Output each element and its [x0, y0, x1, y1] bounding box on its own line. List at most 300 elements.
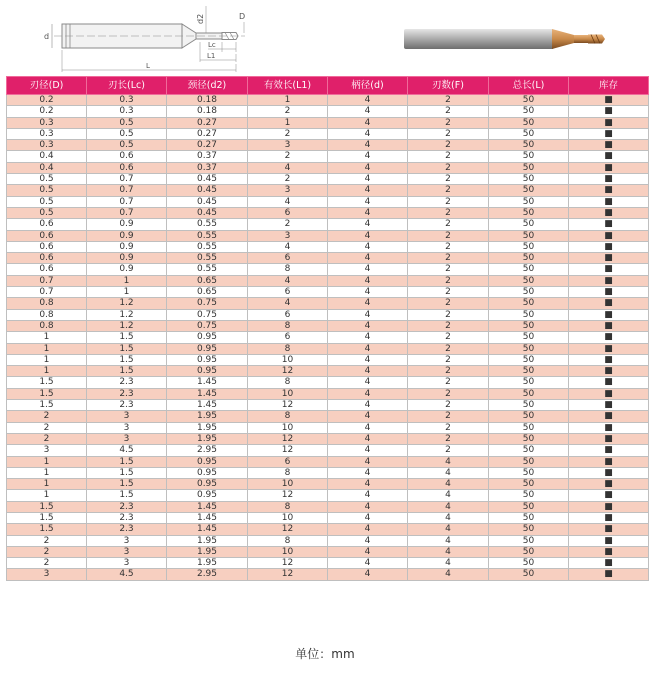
- table-cell: 2: [408, 95, 489, 106]
- table-cell: 2: [408, 140, 489, 151]
- table-cell: 4: [408, 535, 489, 546]
- table-cell: 10: [248, 512, 328, 523]
- table-cell: 4: [328, 309, 408, 320]
- table-cell: 4: [328, 174, 408, 185]
- label-D: D: [239, 12, 246, 21]
- table-cell: 0.95: [167, 366, 248, 377]
- table-row: [7, 320, 649, 331]
- table-cell: 0.55: [167, 230, 248, 241]
- table-row: [7, 264, 649, 275]
- table-cell: 0.7: [87, 174, 167, 185]
- table-row: [7, 162, 649, 173]
- stock-indicator: ■: [569, 309, 649, 320]
- table-cell: 4: [248, 196, 328, 207]
- table-cell: 0.95: [167, 467, 248, 478]
- table-row: [7, 400, 649, 411]
- header-col-neck-diameter: 颈径(d2): [167, 77, 248, 95]
- table-cell: 0.5: [7, 174, 87, 185]
- table-cell: 4: [248, 241, 328, 252]
- table-cell: 4: [328, 456, 408, 467]
- table-row: [7, 366, 649, 377]
- table-cell: 2: [408, 196, 489, 207]
- table-cell: 8: [248, 501, 328, 512]
- table-cell: 50: [489, 456, 569, 467]
- table-cell: 4: [328, 400, 408, 411]
- table-cell: 50: [489, 400, 569, 411]
- stock-indicator: ■: [569, 95, 649, 106]
- table-cell: 3: [248, 185, 328, 196]
- table-cell: 4: [328, 490, 408, 501]
- table-row: [7, 151, 649, 162]
- table-cell: 4.5: [87, 569, 167, 580]
- table-cell: 0.75: [167, 320, 248, 331]
- table-cell: 4: [328, 501, 408, 512]
- table-cell: 0.45: [167, 174, 248, 185]
- table-cell: 8: [248, 264, 328, 275]
- stock-indicator: ■: [569, 219, 649, 230]
- table-cell: 6: [248, 309, 328, 320]
- table-cell: 50: [489, 320, 569, 331]
- table-cell: 50: [489, 174, 569, 185]
- table-cell: 3: [248, 140, 328, 151]
- photo-shank: [404, 29, 554, 49]
- table-cell: 0.6: [7, 241, 87, 252]
- table-cell: 0.7: [87, 207, 167, 218]
- table-row: [7, 309, 649, 320]
- stock-indicator: ■: [569, 106, 649, 117]
- table-cell: 3: [87, 433, 167, 444]
- table-cell: 50: [489, 366, 569, 377]
- table-cell: 0.8: [7, 309, 87, 320]
- stock-indicator: ■: [569, 253, 649, 264]
- table-cell: 8: [248, 535, 328, 546]
- table-cell: 4: [328, 354, 408, 365]
- table-cell: 0.2: [7, 106, 87, 117]
- label-d2: d2: [196, 13, 205, 24]
- table-cell: 50: [489, 546, 569, 557]
- table-cell: 2: [408, 320, 489, 331]
- table-cell: 0.6: [7, 230, 87, 241]
- table-cell: 1.95: [167, 411, 248, 422]
- table-cell: 50: [489, 140, 569, 151]
- table-cell: 10: [248, 388, 328, 399]
- table-cell: 0.7: [7, 275, 87, 286]
- table-cell: 50: [489, 343, 569, 354]
- table-cell: 2: [248, 174, 328, 185]
- table-cell: 2.3: [87, 512, 167, 523]
- table-cell: 0.75: [167, 309, 248, 320]
- table-cell: 4: [408, 490, 489, 501]
- table-cell: 2: [408, 207, 489, 218]
- table-cell: 0.9: [87, 264, 167, 275]
- stock-indicator: ■: [569, 162, 649, 173]
- stock-indicator: ■: [569, 174, 649, 185]
- stock-indicator: ■: [569, 569, 649, 580]
- table-cell: 4: [328, 185, 408, 196]
- table-cell: 1: [87, 287, 167, 298]
- table-row: [7, 298, 649, 309]
- table-cell: 0.4: [7, 151, 87, 162]
- table-row: [7, 524, 649, 535]
- table-cell: 4: [328, 422, 408, 433]
- table-cell: 2: [7, 558, 87, 569]
- table-cell: 0.5: [87, 128, 167, 139]
- table-cell: 0.8: [7, 298, 87, 309]
- table-cell: 2: [408, 445, 489, 456]
- table-cell: 50: [489, 207, 569, 218]
- table-cell: 2: [408, 366, 489, 377]
- table-row: [7, 467, 649, 478]
- table-cell: 12: [248, 558, 328, 569]
- table-cell: 2: [7, 546, 87, 557]
- table-cell: 2: [408, 433, 489, 444]
- table-cell: 50: [489, 264, 569, 275]
- end-mill-diagram: [40, 2, 260, 74]
- table-cell: 1: [87, 275, 167, 286]
- table-cell: 50: [489, 241, 569, 252]
- stock-indicator: ■: [569, 140, 649, 151]
- table-cell: 4: [328, 366, 408, 377]
- table-cell: 4: [408, 512, 489, 523]
- table-cell: 2: [408, 275, 489, 286]
- table-cell: 0.6: [7, 264, 87, 275]
- table-row: [7, 354, 649, 365]
- table-cell: 4: [328, 128, 408, 139]
- table-cell: 2: [408, 388, 489, 399]
- table-row: [7, 456, 649, 467]
- table-row: [7, 501, 649, 512]
- table-cell: 1.2: [87, 320, 167, 331]
- table-cell: 2: [408, 128, 489, 139]
- table-cell: 0.95: [167, 490, 248, 501]
- table-cell: 50: [489, 388, 569, 399]
- table-cell: 2.95: [167, 569, 248, 580]
- table-row: [7, 253, 649, 264]
- table-cell: 4: [328, 264, 408, 275]
- table-cell: 4: [328, 230, 408, 241]
- stock-indicator: ■: [569, 524, 649, 535]
- table-cell: 0.9: [87, 253, 167, 264]
- table-cell: 50: [489, 230, 569, 241]
- table-row: [7, 546, 649, 557]
- table-cell: 0.95: [167, 354, 248, 365]
- table-cell: 6: [248, 332, 328, 343]
- stock-indicator: ■: [569, 241, 649, 252]
- table-cell: 50: [489, 298, 569, 309]
- table-cell: 2: [248, 219, 328, 230]
- table-row: [7, 140, 649, 151]
- table-cell: 4: [328, 445, 408, 456]
- table-cell: 50: [489, 433, 569, 444]
- table-row: [7, 422, 649, 433]
- unit-note: 单位：mm: [295, 647, 355, 661]
- table-cell: 3: [248, 230, 328, 241]
- table-cell: 0.5: [7, 196, 87, 207]
- table-cell: 2: [7, 433, 87, 444]
- table-cell: 12: [248, 490, 328, 501]
- table-cell: 4: [408, 479, 489, 490]
- table-cell: 0.45: [167, 185, 248, 196]
- table-cell: 8: [248, 343, 328, 354]
- table-cell: 2: [408, 162, 489, 173]
- table-cell: 2.3: [87, 501, 167, 512]
- stock-indicator: ■: [569, 207, 649, 218]
- table-cell: 50: [489, 151, 569, 162]
- table-cell: 0.5: [7, 207, 87, 218]
- table-cell: 0.55: [167, 253, 248, 264]
- table-cell: 3: [87, 422, 167, 433]
- table-cell: 0.95: [167, 456, 248, 467]
- table-cell: 2: [408, 332, 489, 343]
- table-row: [7, 95, 649, 106]
- table-cell: 1.5: [87, 467, 167, 478]
- table-cell: 50: [489, 106, 569, 117]
- table-cell: 1: [7, 456, 87, 467]
- table-cell: 0.5: [87, 140, 167, 151]
- table-cell: 4: [248, 298, 328, 309]
- table-cell: 4: [328, 275, 408, 286]
- stock-indicator: ■: [569, 479, 649, 490]
- table-cell: 4: [408, 501, 489, 512]
- table-cell: 8: [248, 377, 328, 388]
- table-cell: 50: [489, 479, 569, 490]
- stock-indicator: ■: [569, 456, 649, 467]
- table-cell: 50: [489, 445, 569, 456]
- table-cell: 2.3: [87, 388, 167, 399]
- table-cell: 2: [408, 241, 489, 252]
- table-cell: 0.45: [167, 196, 248, 207]
- stock-indicator: ■: [569, 388, 649, 399]
- table-cell: 8: [248, 467, 328, 478]
- stock-indicator: ■: [569, 445, 649, 456]
- header-col-flute-length: 刃长(Lc): [87, 77, 167, 95]
- table-cell: 50: [489, 287, 569, 298]
- table-cell: 0.45: [167, 207, 248, 218]
- stock-indicator: ■: [569, 490, 649, 501]
- label-L: L: [146, 62, 150, 70]
- table-row: [7, 479, 649, 490]
- table-row: [7, 490, 649, 501]
- table-cell: 50: [489, 512, 569, 523]
- table-cell: 1.45: [167, 377, 248, 388]
- table-cell: 1: [248, 117, 328, 128]
- stock-indicator: ■: [569, 546, 649, 557]
- spec-table: [6, 76, 649, 581]
- stock-indicator: ■: [569, 422, 649, 433]
- table-cell: 0.9: [87, 241, 167, 252]
- table-cell: 4: [328, 241, 408, 252]
- table-cell: 1.95: [167, 535, 248, 546]
- table-cell: 0.37: [167, 162, 248, 173]
- table-header-row: [7, 77, 649, 95]
- stock-indicator: ■: [569, 287, 649, 298]
- table-cell: 1.5: [87, 479, 167, 490]
- end-mill-photo: [402, 24, 608, 54]
- table-cell: 2: [408, 174, 489, 185]
- table-cell: 1.45: [167, 388, 248, 399]
- table-cell: 4: [328, 162, 408, 173]
- table-cell: 0.27: [167, 140, 248, 151]
- table-cell: 2: [408, 287, 489, 298]
- table-cell: 4: [328, 219, 408, 230]
- table-row: [7, 174, 649, 185]
- table-cell: 4: [328, 512, 408, 523]
- table-cell: 4: [328, 207, 408, 218]
- stock-indicator: ■: [569, 151, 649, 162]
- table-cell: 2: [408, 253, 489, 264]
- header-col-flutes: 刃数(F): [408, 77, 489, 95]
- table-cell: 3: [7, 569, 87, 580]
- stock-indicator: ■: [569, 535, 649, 546]
- table-cell: 0.3: [7, 128, 87, 139]
- table-row: [7, 535, 649, 546]
- table-row: [7, 445, 649, 456]
- table-cell: 3: [87, 535, 167, 546]
- table-cell: 2: [408, 219, 489, 230]
- table-row: [7, 287, 649, 298]
- table-row: [7, 512, 649, 523]
- header-col-overall-length: 总长(L): [489, 77, 569, 95]
- table-cell: 0.55: [167, 264, 248, 275]
- table-cell: 2.3: [87, 524, 167, 535]
- table-cell: 50: [489, 411, 569, 422]
- table-cell: 2: [408, 400, 489, 411]
- table-cell: 4: [328, 558, 408, 569]
- table-cell: 4: [328, 535, 408, 546]
- table-cell: 4: [328, 140, 408, 151]
- table-cell: 4: [328, 196, 408, 207]
- table-cell: 50: [489, 185, 569, 196]
- table-cell: 1.95: [167, 546, 248, 557]
- table-cell: 1.5: [87, 354, 167, 365]
- table-cell: 2.95: [167, 445, 248, 456]
- table-cell: 2.3: [87, 377, 167, 388]
- table-cell: 1.95: [167, 422, 248, 433]
- table-cell: 1.5: [87, 343, 167, 354]
- table-cell: 6: [248, 207, 328, 218]
- table-cell: 50: [489, 524, 569, 535]
- table-cell: 0.65: [167, 287, 248, 298]
- table-cell: 50: [489, 467, 569, 478]
- table-cell: 50: [489, 95, 569, 106]
- table-cell: 4.5: [87, 445, 167, 456]
- table-cell: 0.95: [167, 343, 248, 354]
- table-cell: 0.7: [87, 185, 167, 196]
- table-cell: 4: [328, 411, 408, 422]
- label-d: d: [44, 32, 50, 41]
- table-cell: 1.5: [7, 377, 87, 388]
- table-row: [7, 433, 649, 444]
- table-cell: 12: [248, 366, 328, 377]
- table-cell: 2: [7, 422, 87, 433]
- table-row: [7, 388, 649, 399]
- table-cell: 1.45: [167, 400, 248, 411]
- stock-indicator: ■: [569, 196, 649, 207]
- table-cell: 3: [7, 445, 87, 456]
- table-cell: 3: [87, 558, 167, 569]
- table-cell: 4: [328, 569, 408, 580]
- table-cell: 50: [489, 422, 569, 433]
- table-cell: 50: [489, 501, 569, 512]
- table-cell: 2: [248, 128, 328, 139]
- table-cell: 2: [408, 354, 489, 365]
- table-row: [7, 275, 649, 286]
- table-cell: 1.45: [167, 512, 248, 523]
- stock-indicator: ■: [569, 558, 649, 569]
- table-cell: 0.8: [7, 320, 87, 331]
- table-row: [7, 185, 649, 196]
- stock-indicator: ■: [569, 501, 649, 512]
- photo-taper: [552, 29, 574, 49]
- table-row: [7, 241, 649, 252]
- table-cell: 2: [408, 264, 489, 275]
- table-cell: 50: [489, 558, 569, 569]
- table-cell: 0.6: [87, 151, 167, 162]
- table-cell: 0.5: [87, 117, 167, 128]
- table-cell: 4: [328, 479, 408, 490]
- label-L1: L1: [207, 52, 216, 60]
- label-Lc: Lc: [208, 41, 216, 49]
- table-cell: 4: [408, 569, 489, 580]
- stock-indicator: ■: [569, 275, 649, 286]
- table-cell: 50: [489, 377, 569, 388]
- table-cell: 50: [489, 275, 569, 286]
- table-row: [7, 569, 649, 580]
- table-cell: 2: [408, 106, 489, 117]
- table-cell: 1.5: [7, 512, 87, 523]
- table-cell: 4: [408, 456, 489, 467]
- stock-indicator: ■: [569, 512, 649, 523]
- table-cell: 12: [248, 524, 328, 535]
- table-cell: 0.9: [87, 230, 167, 241]
- stock-indicator: ■: [569, 332, 649, 343]
- table-cell: 4: [408, 467, 489, 478]
- table-cell: 4: [408, 546, 489, 557]
- table-cell: 0.7: [87, 196, 167, 207]
- table-cell: 4: [328, 388, 408, 399]
- table-cell: 12: [248, 400, 328, 411]
- table-cell: 4: [408, 558, 489, 569]
- table-cell: 1.5: [87, 456, 167, 467]
- table-cell: 0.3: [87, 106, 167, 117]
- table-cell: 0.3: [7, 140, 87, 151]
- table-cell: 50: [489, 117, 569, 128]
- header-col-diameter: 刃径(D): [7, 77, 87, 95]
- table-cell: 4: [248, 275, 328, 286]
- table-cell: 4: [328, 320, 408, 331]
- table-cell: 2: [408, 185, 489, 196]
- stock-indicator: ■: [569, 467, 649, 478]
- table-cell: 4: [328, 467, 408, 478]
- table-cell: 0.27: [167, 128, 248, 139]
- table-cell: 1: [7, 343, 87, 354]
- stock-indicator: ■: [569, 320, 649, 331]
- table-cell: 1.5: [7, 501, 87, 512]
- stock-indicator: ■: [569, 185, 649, 196]
- table-row: [7, 230, 649, 241]
- table-cell: 50: [489, 535, 569, 546]
- table-cell: 0.3: [7, 117, 87, 128]
- table-cell: 2: [408, 298, 489, 309]
- table-cell: 8: [248, 411, 328, 422]
- table-cell: 6: [248, 253, 328, 264]
- table-cell: 2: [408, 343, 489, 354]
- table-cell: 4: [328, 343, 408, 354]
- table-cell: 1.5: [7, 388, 87, 399]
- table-cell: 4: [328, 287, 408, 298]
- table-cell: 6: [248, 287, 328, 298]
- table-cell: 0.95: [167, 479, 248, 490]
